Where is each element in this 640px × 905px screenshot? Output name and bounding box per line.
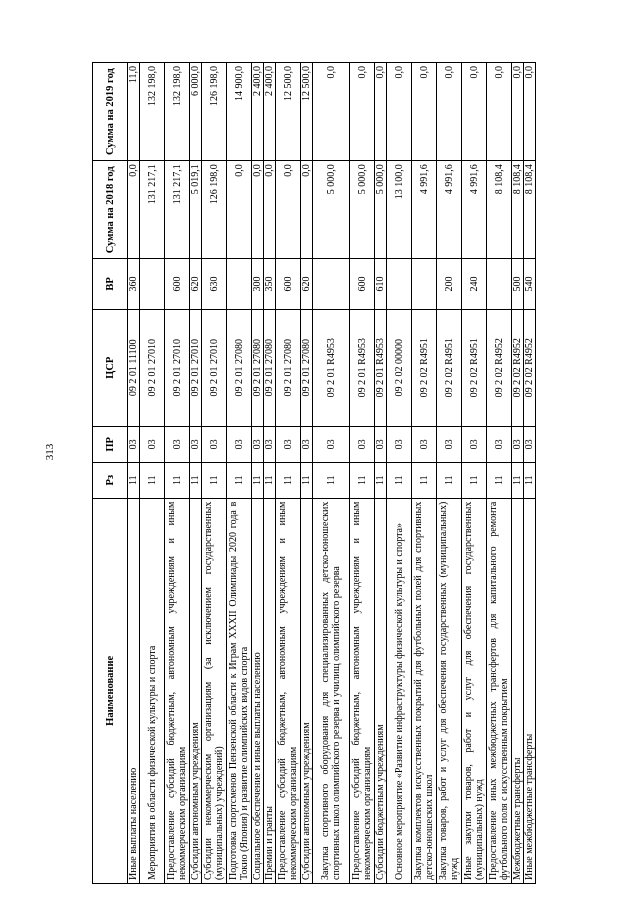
cell-vr xyxy=(140,259,165,309)
cell-name: Субсидии автономным учреждениям xyxy=(190,498,202,883)
cell-sum-2019: 0,0 xyxy=(462,63,487,161)
cell-csr: 09 2 01 27080 xyxy=(264,309,276,426)
cell-pr: 03 xyxy=(487,426,512,462)
cell-sum-2019: 0,0 xyxy=(387,63,412,161)
cell-name: Мероприятия в области физической культуры и спорта xyxy=(140,498,165,883)
cell-vr: 360 xyxy=(128,259,140,309)
cell-sum-2018: 8 108,4 xyxy=(487,161,512,259)
cell-csr: 09 2 01 R4953 xyxy=(350,309,375,426)
table-row xyxy=(387,63,412,884)
cell-sum-2019: 0,0 xyxy=(437,63,462,161)
table-row xyxy=(412,63,437,884)
cell-name: Закупка товаров, работ и услуг для обеспечения государственных (муниципальных) нужд xyxy=(437,498,462,883)
cell-csr: 09 2 01 27010 xyxy=(202,309,227,426)
cell-csr: 09 2 02 R4952 xyxy=(512,309,524,426)
cell-name: Иные межбюджетные трансферты xyxy=(524,498,536,883)
cell-rz: 11 xyxy=(301,462,313,498)
cell-vr: 630 xyxy=(202,259,227,309)
cell-csr: 09 2 02 00000 xyxy=(387,309,412,426)
cell-pr: 03 xyxy=(165,426,190,462)
cell-pr: 03 xyxy=(313,426,350,462)
cell-name: Закупка спортивного оборудования для специализированных детско-юношеских спортивных школ олимпийского резерва и училищ олимпийского резерва xyxy=(313,498,350,883)
cell-rz: 11 xyxy=(387,462,412,498)
cell-sum-2019: 14 900,0 xyxy=(227,63,252,161)
cell-sum-2019: 0,0 xyxy=(375,63,387,161)
cell-sum-2019: 126 198,0 xyxy=(202,63,227,161)
rotated-table-container xyxy=(92,62,604,884)
table-row xyxy=(128,63,140,884)
page-number-text: 313 xyxy=(44,443,56,461)
header-rz: Рз xyxy=(93,462,128,498)
cell-sum-2018: 0,0 xyxy=(227,161,252,259)
cell-sum-2018: 13 100,0 xyxy=(387,161,412,259)
cell-vr xyxy=(412,259,437,309)
cell-sum-2019: 0,0 xyxy=(524,63,536,161)
cell-rz: 11 xyxy=(128,462,140,498)
cell-rz: 11 xyxy=(487,462,512,498)
cell-vr: 600 xyxy=(276,259,301,309)
cell-sum-2019: 11,0 xyxy=(128,63,140,161)
table-row xyxy=(350,63,375,884)
cell-vr: 350 xyxy=(264,259,276,309)
table-row xyxy=(252,63,264,884)
header-vr: ВР xyxy=(93,259,128,309)
cell-sum-2019: 12 500,0 xyxy=(276,63,301,161)
cell-pr: 03 xyxy=(462,426,487,462)
cell-sum-2019: 0,0 xyxy=(350,63,375,161)
rotated-table xyxy=(92,62,604,884)
cell-pr: 03 xyxy=(301,426,313,462)
cell-rz: 11 xyxy=(524,462,536,498)
cell-vr: 610 xyxy=(375,259,387,309)
cell-name: Предоставление иных межбюджетных трансфертов для капитального ремонта футбольного поля с искусственным покрытием xyxy=(487,498,512,883)
cell-name: Закупка комплектов искусственных покрытий для футбольных полей для спортивных детско-юношеских школ xyxy=(412,498,437,883)
table-row xyxy=(165,63,190,884)
cell-sum-2019: 0,0 xyxy=(313,63,350,161)
cell-csr: 09 2 01 27010 xyxy=(190,309,202,426)
cell-sum-2019: 2 400,0 xyxy=(264,63,276,161)
cell-pr: 03 xyxy=(387,426,412,462)
cell-sum-2018: 5 019,1 xyxy=(190,161,202,259)
cell-sum-2018: 5 000,0 xyxy=(375,161,387,259)
cell-rz: 11 xyxy=(190,462,202,498)
table-body xyxy=(128,63,536,884)
cell-csr: 09 2 01 11100 xyxy=(128,309,140,426)
cell-pr: 03 xyxy=(190,426,202,462)
cell-name: Иные выплаты населению xyxy=(128,498,140,883)
cell-pr: 03 xyxy=(202,426,227,462)
cell-sum-2018: 126 198,0 xyxy=(202,161,227,259)
cell-rz: 11 xyxy=(462,462,487,498)
cell-vr: 600 xyxy=(165,259,190,309)
cell-rz: 11 xyxy=(313,462,350,498)
cell-pr: 03 xyxy=(128,426,140,462)
cell-pr: 03 xyxy=(375,426,387,462)
cell-vr xyxy=(227,259,252,309)
table-row xyxy=(190,63,202,884)
cell-sum-2018: 5 000,0 xyxy=(350,161,375,259)
cell-sum-2018: 8 108,4 xyxy=(524,161,536,259)
table-row xyxy=(512,63,524,884)
cell-csr: 09 2 02 R4951 xyxy=(462,309,487,426)
cell-csr: 09 2 01 27080 xyxy=(252,309,264,426)
cell-sum-2018: 0,0 xyxy=(301,161,313,259)
table-row xyxy=(437,63,462,884)
budget-table xyxy=(92,62,536,884)
table-row xyxy=(375,63,387,884)
cell-rz: 11 xyxy=(437,462,462,498)
cell-rz: 11 xyxy=(252,462,264,498)
cell-sum-2019: 0,0 xyxy=(412,63,437,161)
cell-pr: 03 xyxy=(350,426,375,462)
cell-vr: 200 xyxy=(437,259,462,309)
cell-name: Субсидии автономным учреждениям xyxy=(301,498,313,883)
cell-vr xyxy=(313,259,350,309)
cell-name: Межбюджетные трансферты xyxy=(512,498,524,883)
header-csr: ЦСР xyxy=(93,309,128,426)
cell-csr: 09 2 01 27010 xyxy=(140,309,165,426)
cell-sum-2019: 2 400,0 xyxy=(252,63,264,161)
cell-sum-2019: 6 000,0 xyxy=(190,63,202,161)
table-row xyxy=(227,63,252,884)
cell-name: Субсидии бюджетным учреждениям xyxy=(375,498,387,883)
cell-vr: 240 xyxy=(462,259,487,309)
cell-name: Основное мероприятие «Развитие инфраструктуры физической культуры и спорта» xyxy=(387,498,412,883)
cell-rz: 11 xyxy=(276,462,301,498)
cell-pr: 03 xyxy=(437,426,462,462)
cell-pr: 03 xyxy=(252,426,264,462)
cell-vr: 500 xyxy=(512,259,524,309)
table-row xyxy=(524,63,536,884)
cell-rz: 11 xyxy=(227,462,252,498)
header-name: Наименование xyxy=(93,498,128,883)
cell-pr: 03 xyxy=(140,426,165,462)
cell-rz: 11 xyxy=(350,462,375,498)
cell-name: Социальное обеспечение и иные выплаты населению xyxy=(252,498,264,883)
table-row xyxy=(264,63,276,884)
header-pr: ПР xyxy=(93,426,128,462)
cell-sum-2018: 4 991,6 xyxy=(462,161,487,259)
cell-csr: 09 2 01 27080 xyxy=(227,309,252,426)
cell-sum-2019: 0,0 xyxy=(512,63,524,161)
table-row xyxy=(140,63,165,884)
cell-csr: 09 2 02 R4952 xyxy=(524,309,536,426)
cell-vr: 600 xyxy=(350,259,375,309)
cell-name: Предоставление субсидий бюджетным, автономным учреждениям и иным некоммерческим организациям xyxy=(350,498,375,883)
cell-csr: 09 2 01 R4953 xyxy=(313,309,350,426)
table-header-row xyxy=(93,63,128,884)
cell-vr: 300 xyxy=(252,259,264,309)
table-row xyxy=(202,63,227,884)
cell-sum-2018: 131 217,1 xyxy=(165,161,190,259)
cell-csr: 09 2 01 27080 xyxy=(276,309,301,426)
cell-name: Иные закупки товаров, работ и услуг для обеспечения государственных (муниципальных) нужд xyxy=(462,498,487,883)
cell-sum-2018: 0,0 xyxy=(276,161,301,259)
header-sum-2019: Сумма на 2019 год xyxy=(93,63,128,161)
table-row xyxy=(313,63,350,884)
cell-rz: 11 xyxy=(140,462,165,498)
cell-name: Предоставление субсидий бюджетным, автономным учреждениям и иным некоммерческим организациям xyxy=(276,498,301,883)
cell-csr: 09 2 01 27010 xyxy=(165,309,190,426)
cell-sum-2018: 4 991,6 xyxy=(437,161,462,259)
cell-pr: 03 xyxy=(264,426,276,462)
cell-name: Субсидии некоммерческим организациям (за исключением государственных (муниципальных) учреждений) xyxy=(202,498,227,883)
cell-pr: 03 xyxy=(227,426,252,462)
cell-pr: 03 xyxy=(524,426,536,462)
page-number xyxy=(40,432,60,472)
cell-sum-2018: 0,0 xyxy=(264,161,276,259)
cell-sum-2018: 131 217,1 xyxy=(140,161,165,259)
cell-name: Предоставление субсидий бюджетным, автономным учреждениям и иным некоммерческим организациям xyxy=(165,498,190,883)
cell-csr: 09 2 01 R4953 xyxy=(375,309,387,426)
cell-sum-2019: 0,0 xyxy=(487,63,512,161)
cell-csr: 09 2 02 R4951 xyxy=(412,309,437,426)
cell-rz: 11 xyxy=(202,462,227,498)
table-row xyxy=(487,63,512,884)
cell-sum-2019: 132 198,0 xyxy=(165,63,190,161)
header-sum-2018: Сумма на 2018 год xyxy=(93,161,128,259)
table-row xyxy=(276,63,301,884)
cell-sum-2019: 132 198,0 xyxy=(140,63,165,161)
cell-sum-2018: 5 000,0 xyxy=(313,161,350,259)
table-row xyxy=(462,63,487,884)
cell-vr: 620 xyxy=(301,259,313,309)
cell-rz: 11 xyxy=(375,462,387,498)
cell-name: Подготовка спортсменов Пензенской области к Играм XXXII Олимпиады 2020 года в Токио (Япония) и развитие олимпийских видов спорта xyxy=(227,498,252,883)
cell-pr: 03 xyxy=(412,426,437,462)
cell-sum-2018: 0,0 xyxy=(128,161,140,259)
cell-vr xyxy=(387,259,412,309)
cell-rz: 11 xyxy=(412,462,437,498)
cell-csr: 09 2 02 R4952 xyxy=(487,309,512,426)
cell-sum-2018: 0,0 xyxy=(252,161,264,259)
table-row xyxy=(301,63,313,884)
cell-sum-2018: 8 108,4 xyxy=(512,161,524,259)
cell-pr: 03 xyxy=(276,426,301,462)
cell-sum-2018: 4 991,6 xyxy=(412,161,437,259)
cell-csr: 09 2 01 27080 xyxy=(301,309,313,426)
cell-sum-2019: 12 500,0 xyxy=(301,63,313,161)
cell-rz: 11 xyxy=(264,462,276,498)
cell-vr xyxy=(487,259,512,309)
cell-vr: 540 xyxy=(524,259,536,309)
cell-name: Премии и гранты xyxy=(264,498,276,883)
cell-pr: 03 xyxy=(512,426,524,462)
cell-csr: 09 2 02 R4951 xyxy=(437,309,462,426)
cell-rz: 11 xyxy=(165,462,190,498)
cell-vr: 620 xyxy=(190,259,202,309)
cell-rz: 11 xyxy=(512,462,524,498)
